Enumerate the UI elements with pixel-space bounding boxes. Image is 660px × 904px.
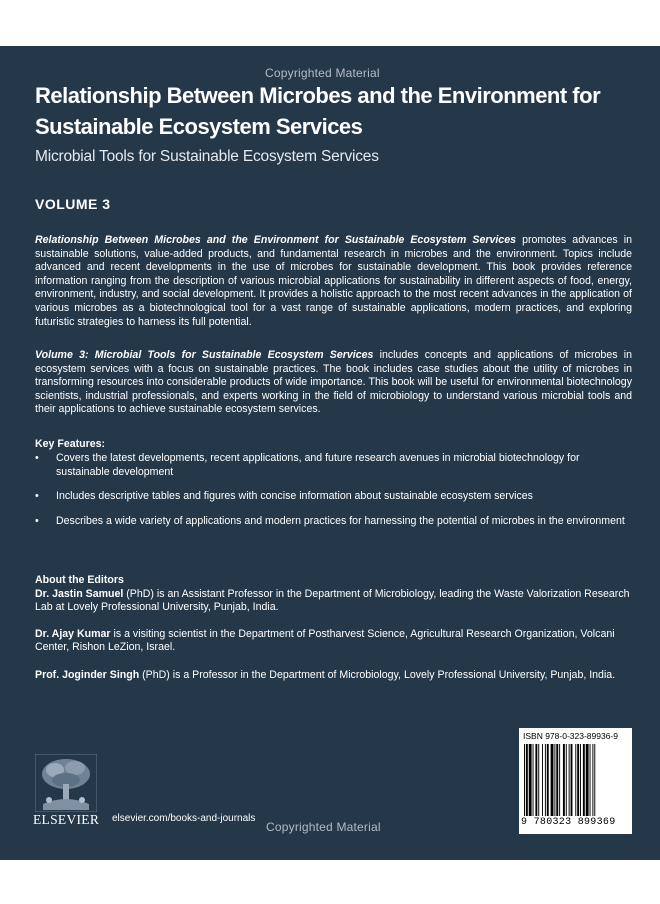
barcode-bar xyxy=(580,744,581,816)
barcode-bar xyxy=(538,744,539,816)
bullet-icon: • xyxy=(35,490,39,503)
barcode-bar xyxy=(571,744,573,816)
editor-name: Prof. Joginder Singh xyxy=(35,668,140,681)
description-paragraph-2 xyxy=(35,349,632,417)
bullet-icon: • xyxy=(35,452,39,464)
barcode-bar xyxy=(566,744,567,816)
barcode-bar xyxy=(542,744,543,816)
barcode-bar xyxy=(575,744,576,816)
key-feature-item xyxy=(35,490,635,504)
barcode-bar xyxy=(563,744,565,816)
barcode-bar xyxy=(594,744,595,816)
paragraph-2-lead: Volume 3: Microbial Tools for Sustainable Ecosystem Services xyxy=(35,349,374,361)
paragraph-1-lead: Relationship Between Microbes and the Environment for Sustainable Ecosystem Services xyxy=(35,234,516,246)
barcode-bar xyxy=(545,744,546,816)
barcode-bar xyxy=(535,744,537,816)
about-editors-title: About the Editors xyxy=(35,574,124,586)
elsevier-tree-logo-icon xyxy=(35,754,97,812)
isbn-label: ISBN 978-0-323-89936-9 xyxy=(523,731,618,741)
editor-entry xyxy=(35,588,635,615)
key-features-list xyxy=(35,452,635,539)
publisher-name: ELSEVIER xyxy=(33,812,100,827)
watermark-bottom: Copyrighted Material xyxy=(266,820,381,834)
barcode-bar xyxy=(551,744,554,816)
barcode-bar xyxy=(559,744,560,816)
barcode-bar xyxy=(556,744,558,816)
barcode-area xyxy=(519,728,632,834)
key-feature-text: Includes descriptive tables and figures with concise information about sustainable ecosystem services xyxy=(56,490,533,503)
key-feature-text: Covers the latest developments, recent applications, and future research avenues in microbial biotechnology for sustainable development xyxy=(56,452,580,478)
editor-name: Dr. Jastin Samuel xyxy=(35,587,124,600)
editor-bio: is a visiting scientist in the Department of Postharvest Science, Agricultural Research Organization, Volcani Center, Rishon LeZion, Israel. xyxy=(35,627,615,654)
editor-name: Dr. Ajay Kumar xyxy=(35,627,111,640)
editor-entry xyxy=(35,628,635,655)
barcode-icon xyxy=(523,744,629,816)
barcode-bar xyxy=(590,744,591,816)
key-feature-text: Describes a wide variety of applications and modern practices for harnessing the potential of microbes in the environment xyxy=(56,514,625,527)
editor-entry xyxy=(35,669,635,683)
bullet-icon: • xyxy=(35,514,39,527)
barcode-bar xyxy=(577,744,579,816)
barcode-bar xyxy=(586,744,589,816)
back-cover xyxy=(0,46,660,860)
book-title: Relationship Between Microbes and the Environment for Sustainable Ecosystem Services xyxy=(35,83,601,139)
book-subtitle: Microbial Tools for Sustainable Ecosystem Services xyxy=(35,148,379,165)
barcode-bar xyxy=(526,744,528,816)
key-feature-item xyxy=(35,515,635,529)
editor-bio: (PhD) is a Professor in the Department of Microbiology, Lovely Professional University, Punjab, India. xyxy=(139,668,616,681)
volume-label: VOLUME 3 xyxy=(35,196,111,212)
barcode-bar xyxy=(529,744,532,816)
barcode-bar xyxy=(554,744,555,816)
watermark-top: Copyrighted Material xyxy=(265,66,380,80)
key-features-title: Key Features: xyxy=(35,438,106,450)
barcode-bar xyxy=(592,744,593,816)
about-editors-section xyxy=(35,574,635,683)
description-paragraph-1 xyxy=(35,234,632,329)
barcode-bar xyxy=(547,744,549,816)
paragraph-1-body: promotes advances in sustainable solutions, value-added products, and fundamental research in microbes and the environment. Topics include advanced and recent developments in the use of microbes for sustainable development. This book provides reference information ranging from the description of various microbial applications for sustainability in different aspects of food, energy, environment, industry, and social development. It provides a holistic approach to the most recent advances in the application of various microbes as a biotechnological tool for a vast range of sustainable applications, modern practices, and exploring futuristic strategies to harness its full potential. xyxy=(35,234,632,328)
barcode-number: 9 780323 899369 xyxy=(521,817,616,828)
barcode-bar xyxy=(533,744,534,816)
barcode-bar xyxy=(569,744,570,816)
key-feature-item xyxy=(35,452,635,479)
barcode-bar xyxy=(583,744,585,816)
publisher-url[interactable]: elsevier.com/books-and-journals xyxy=(112,813,256,824)
editor-bio: (PhD) is an Assistant Professor in the Department of Microbiology, leading the Waste Valorization Research Lab at Lovely Professional University, Punjab, India. xyxy=(35,587,630,614)
paragraph-2-body: includes concepts and applications of microbes in ecosystem services with a focus on sustainable practices. The book includes case studies about the utility of microbes in transforming resources into considerable products of wide importance. This book will be useful for environmental biotechnology scientists, industrial professionals, and experts working in the field of microbiology to understand various microbial tools and their applications to achieve sustainable ecosystem services. xyxy=(35,349,632,416)
barcode-bar xyxy=(524,744,525,816)
